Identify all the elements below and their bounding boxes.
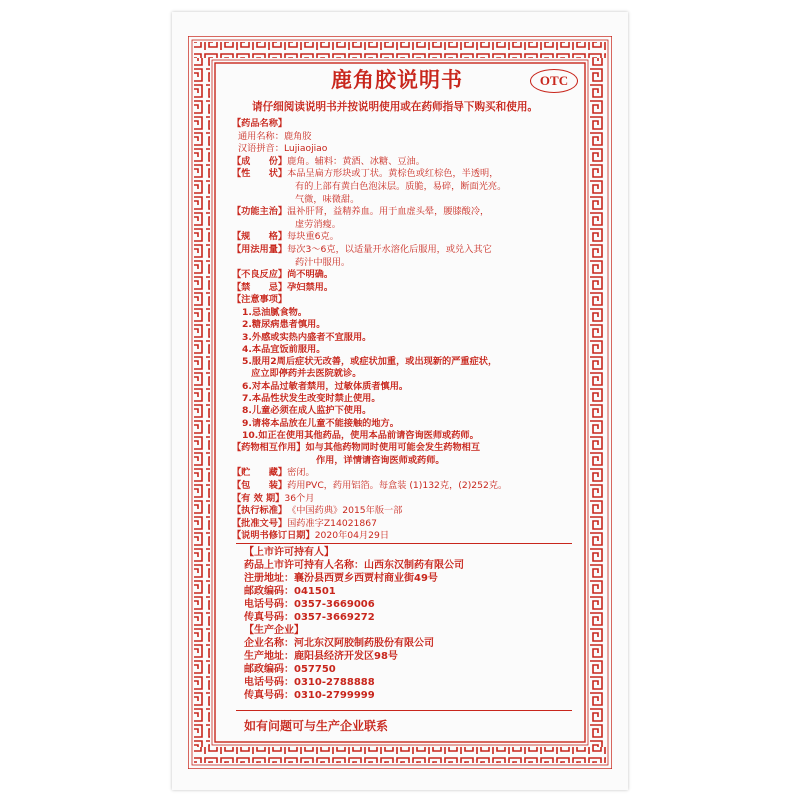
precaution-item: 7.本品性状发生改变时禁止使用。 [242,392,381,404]
dosage-value-line-1: 每次3～6克，以适量开水溶化后服用，或兑入其它 [287,243,492,255]
document-title: 鹿角胶说明书 [331,67,463,92]
specification-row [232,231,572,244]
storage-label: 【贮 藏】 [232,467,288,479]
generic-name-label: 通用名称： [238,130,284,142]
shelf-life-label: 【有 效 期】 [232,492,285,504]
leaflet-content [232,62,572,543]
manufacturer-row: 企业名称：河北东汉阿胶制药股份有限公司 [244,638,434,649]
ingredients-value: 鹿角。辅料：黄酒、冰糖、豆油。 [287,155,425,167]
company-info [244,546,564,702]
specification-label: 【规 格】 [232,231,288,243]
precaution-item: 3.外感或实热内盛者不宜服用。 [242,331,372,343]
contraindications-label: 【禁 忌】 [232,281,288,293]
dosage-cont [232,257,572,270]
appearance-cont-2 [232,194,572,207]
holder-row: 邮政编码：041501 [244,586,336,597]
contact-footer: 如有问题可与生产企业联系 [244,719,389,733]
standard-value: 《中国药典》2015年版一部 [287,505,403,517]
shelf-life-value: 36个月 [284,492,315,504]
appearance-cont-1 [232,181,572,194]
holder-row: 药品上市许可持有人名称：山西东汉制药有限公司 [244,560,464,571]
manufacturer-section: 【生产企业】 [244,625,304,636]
revision-date-label: 【说明书修订日期】 [232,530,315,542]
precautions-section: 【注意事项】 [232,294,288,306]
appearance-value-line-3: 气微，味微甜。 [295,193,360,205]
title-row [232,62,572,98]
revision-date-row [232,530,572,543]
approval-row [232,518,572,531]
adverse-reactions-value: 尚不明确。 [287,269,334,281]
appearance-label: 【性 状】 [232,168,288,180]
pinyin-row [232,143,572,156]
contraindications-row [232,282,572,295]
holder-row: 传真号码：0357-3669272 [244,612,375,623]
standard-label: 【执行标准】 [232,505,288,517]
package-row [232,480,572,493]
precaution-item: 2.糖尿病患者慎用。 [242,319,326,331]
interaction-value-line-2: 作用，详情请咨询医师或药师。 [316,454,445,466]
appearance-value-line-2: 有的上部有黄白色泡沫层。质脆，易碎，断面光亮。 [295,180,507,192]
manufacturer-row: 邮政编码：057750 [244,664,336,675]
dosage-row [232,244,572,257]
interaction-value-line-1: 如与其他药物同时使用可能会发生药物相互 [305,442,481,454]
generic-name-row [232,131,572,144]
shelf-life-row [232,493,572,506]
usage-notice: 请仔细阅读说明书并按说明使用或在药师指导下购买和使用。 [251,101,539,113]
adverse-reactions-row [232,269,572,282]
storage-row [232,467,572,480]
standard-row [232,505,572,518]
holder-row: 电话号码：0357-3669006 [244,599,375,610]
footer-divider [236,710,572,711]
indications-cont [232,219,572,232]
pinyin-value: Lujiaojiao [283,143,328,155]
interaction-row [232,442,572,455]
precaution-item: 应立即停药并去医院就诊。 [242,368,362,380]
holder-row: 注册地址：襄汾县西贾乡西贾村商业街49号 [244,573,438,584]
manufacturer-row: 生产地址：鹿阳县经济开发区98号 [244,651,398,662]
approval-value: 国药准字Z14021867 [287,517,377,529]
manufacturer-row: 电话号码：0310-2788888 [244,677,375,688]
approval-label: 【批准文号】 [232,517,288,529]
pinyin-label: 汉语拼音： [238,143,284,155]
appearance-row [232,168,572,181]
storage-value: 密闭。 [287,467,315,479]
precaution-item: 4.本品宜饭前服用。 [242,343,326,355]
holder-section: 【上市许可持有人】 [244,547,334,558]
package-value: 药用PVC，药用铝箔。每盒装 (1)132克，(2)252克。 [287,479,508,491]
ingredients-label: 【成 份】 [232,155,288,167]
specification-value: 每块重6克。 [287,231,339,243]
interaction-label: 【药物相互作用】 [232,442,306,454]
drug-name-section: 【药品名称】 [232,118,288,129]
manufacturer-row: 传真号码：0310-2799999 [244,690,375,701]
revision-date-value: 2020年04月29日 [314,530,390,542]
precaution-item: 8.儿童必须在成人监护下使用。 [242,405,372,417]
divider [236,543,572,544]
precaution-item: 5.服用2周后症状无改善，或症状加重，或出现新的严重症状， [242,356,498,368]
indications-value-line-1: 温补肝肾，益精养血。用于血虚头晕，腰膝酸冷， [287,206,490,218]
ingredients-row [232,156,572,169]
generic-name-value: 鹿角胶 [283,130,312,142]
indications-label: 【功能主治】 [232,206,288,218]
package-label: 【包 装】 [232,479,288,491]
interaction-cont [232,455,572,468]
appearance-value-line-1: 本品呈扁方形块或丁状。黄棕色或红棕色，半透明， [287,168,499,180]
dosage-value-line-2: 药汁中服用。 [295,256,351,268]
indications-value-line-2: 虚劳消瘦。 [295,218,341,230]
precaution-item: 6.对本品过敏者禁用，过敏体质者慎用。 [242,380,409,392]
precaution-item: 10.如正在使用其他药品，使用本品前请咨询医师或药师。 [242,429,479,441]
indications-row [232,206,572,219]
contraindications-value: 孕妇禁用。 [287,281,334,293]
otc-badge: OTC [530,69,578,93]
dosage-label: 【用法用量】 [232,243,288,255]
precaution-item: 9.请将本品放在儿童不能接触的地方。 [242,417,399,429]
precaution-item: 1.忌油腻食物。 [242,306,308,318]
adverse-reactions-label: 【不良反应】 [232,269,288,281]
